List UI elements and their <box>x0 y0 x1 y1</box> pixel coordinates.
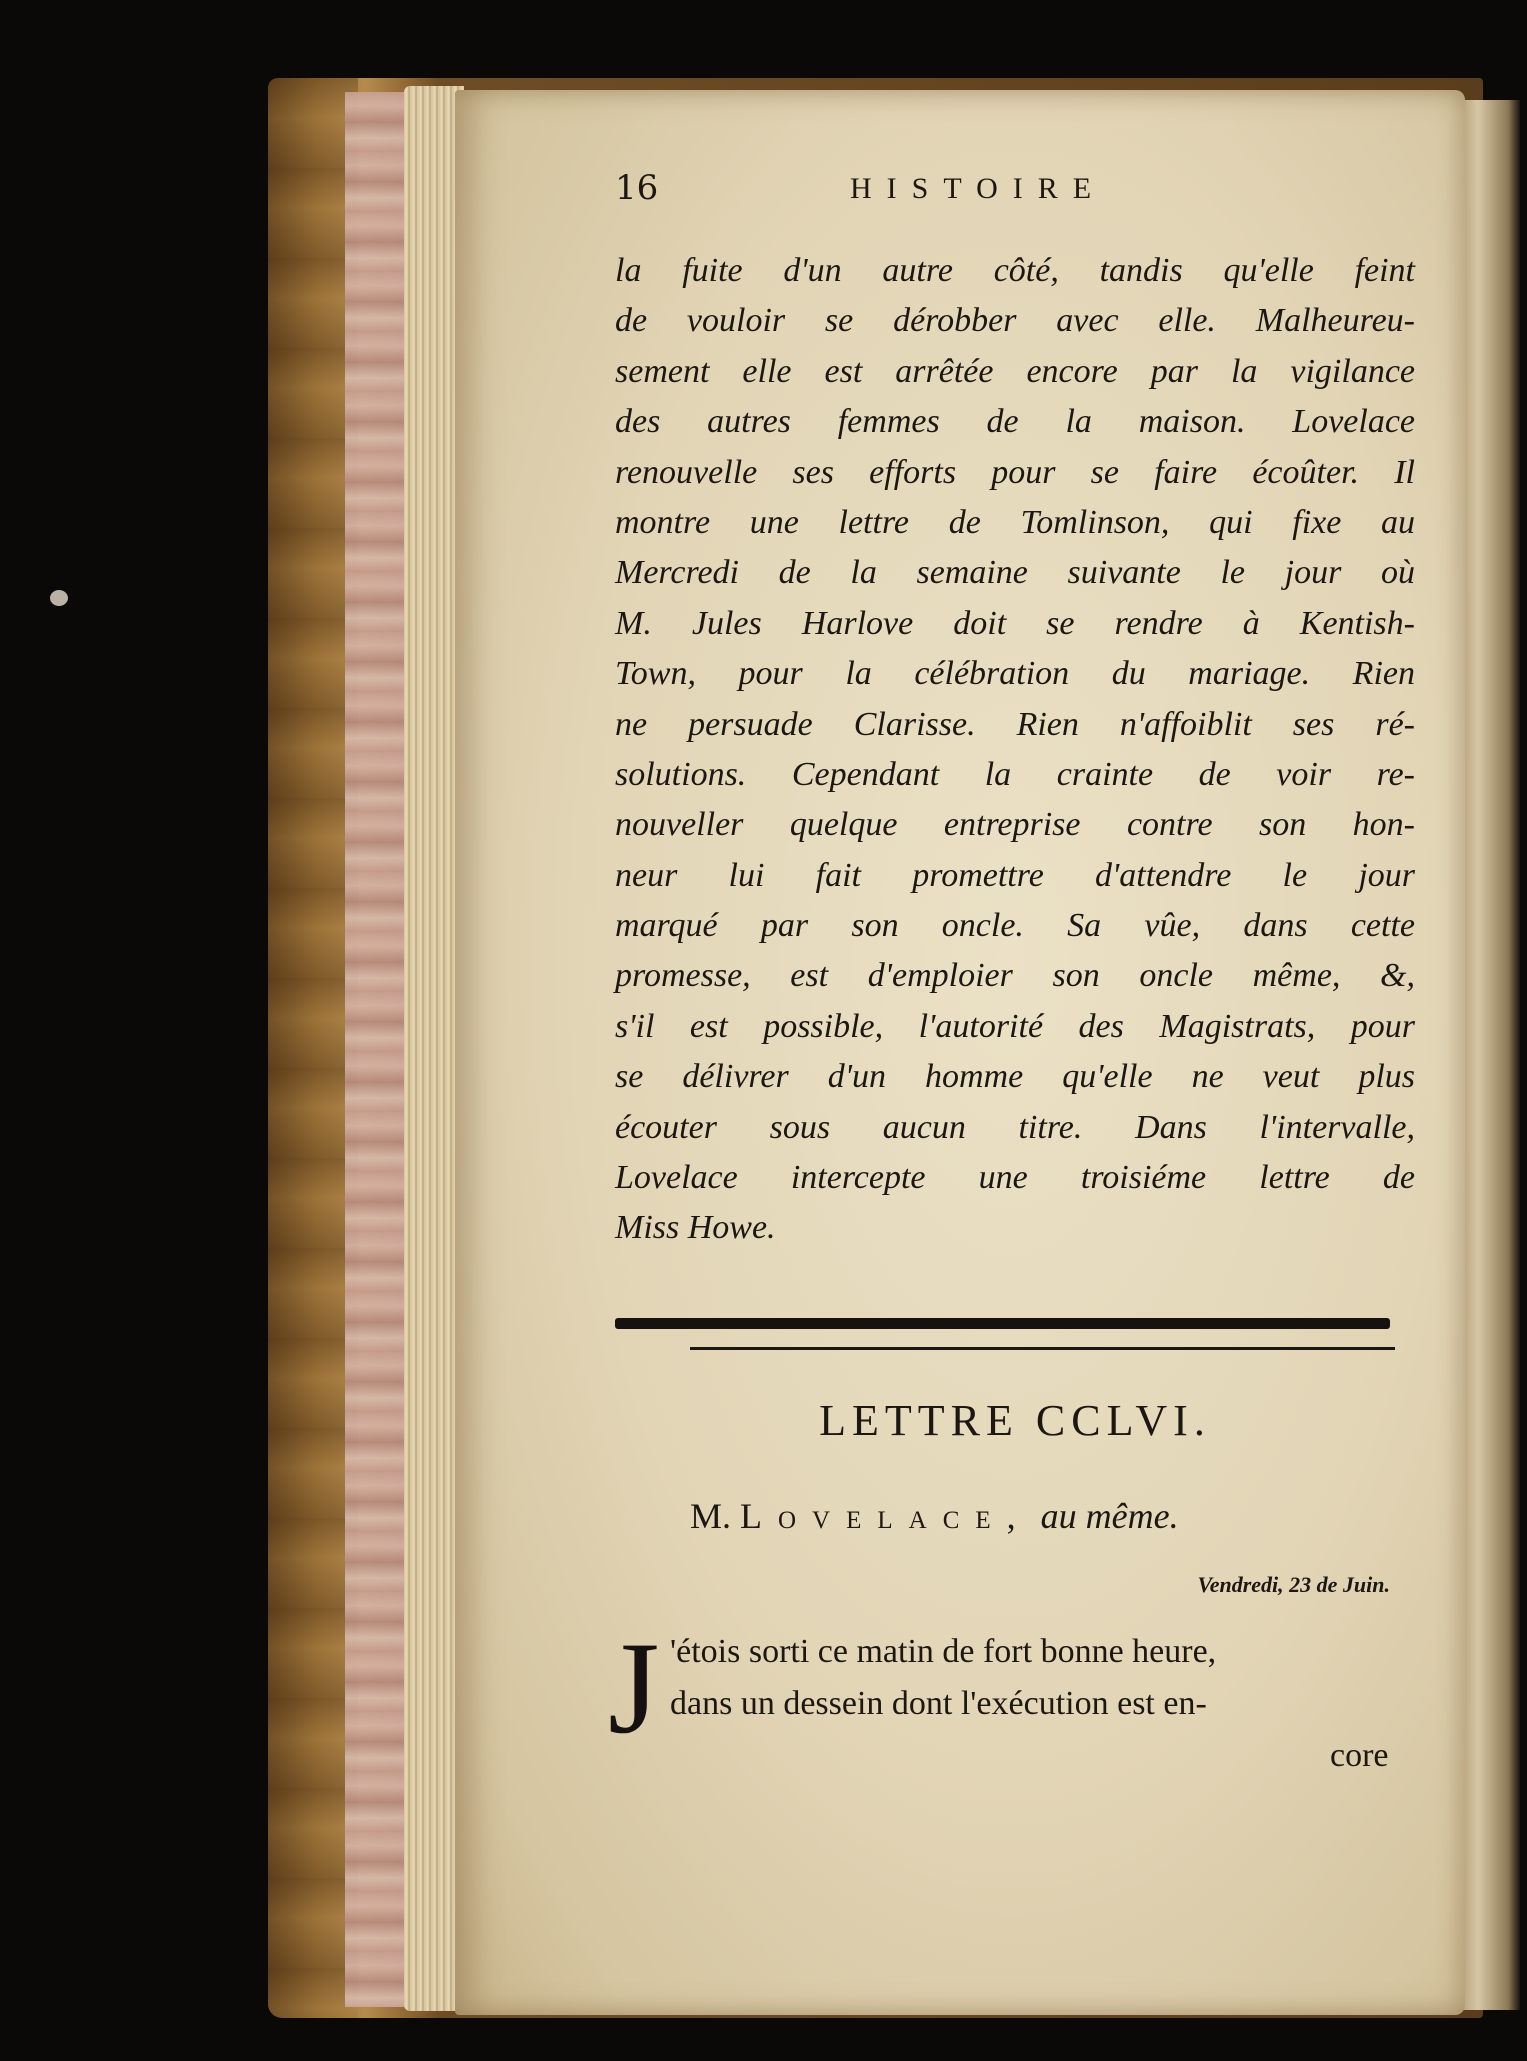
text-line: sement elle est arrêtée encore par la vigilance <box>615 352 1415 390</box>
drop-cap: J <box>608 1614 660 1761</box>
text-line: Lovelace intercepte une troisiéme lettre de <box>615 1159 1415 1197</box>
text-line: M. Jules Harlove doit se rendre à Kentish- <box>615 604 1415 642</box>
salutation-prefix: M. <box>690 1496 732 1536</box>
letter-line-1: 'étois sorti ce matin de fort bonne heure, <box>670 1633 1217 1670</box>
letter-line-2: dans un dessein dont l'exécution est en- <box>670 1685 1207 1722</box>
text-line: se délivrer d'un homme qu'elle ne veut plus <box>615 1058 1415 1096</box>
text-line: neur lui fait promettre d'attendre le jour <box>615 856 1415 894</box>
body-paragraph <box>615 246 1415 1254</box>
page-number: 16 <box>615 168 659 208</box>
text-line: promesse, est d'emploier son oncle même, &, <box>615 957 1415 995</box>
section-rule-thick <box>615 1318 1390 1329</box>
text-line: Miss Howe. <box>615 1209 776 1247</box>
letter-salutation <box>690 1495 1410 1537</box>
text-line: nouveller quelque entreprise contre son hon- <box>615 806 1415 844</box>
text-line: la fuite d'un autre côté, tandis qu'elle feint <box>615 252 1415 289</box>
facing-page-edge <box>1460 100 1520 2010</box>
text-line: marqué par son oncle. Sa vûe, dans cette <box>615 907 1415 945</box>
text-line: renouvelle ses efforts pour se faire écoûter. Il <box>615 453 1415 491</box>
salutation-name: Lovelace, <box>740 1496 1032 1536</box>
speck <box>50 590 68 606</box>
text-line: solutions. Cependant la crainte de voir re- <box>615 755 1415 793</box>
letter-dateline: Vendredi, 23 de Juin. <box>1197 1572 1390 1597</box>
text-line: ne persuade Clarisse. Rien n'affoiblit ses ré- <box>615 705 1415 743</box>
text-line: Mercredi de la semaine suivante le jour où <box>615 554 1415 592</box>
text-line: des autres femmes de la maison. Lovelace <box>615 403 1415 441</box>
page-header <box>615 168 1415 218</box>
section-rule-thin <box>690 1347 1395 1350</box>
text-line: montre une lettre de Tomlinson, qui fixe au <box>615 503 1415 541</box>
letter-title: LETTRE CCLVI. <box>819 1396 1211 1445</box>
running-head: HISTOIRE <box>850 172 1107 205</box>
text-line: Town, pour la célébration du mariage. Rien <box>615 655 1415 693</box>
text-line: de vouloir se dérobber avec elle. Malheureu- <box>615 302 1415 340</box>
text-line: s'il est possible, l'autorité des Magistrats, pour <box>615 1007 1415 1045</box>
page-edges-red <box>345 92 407 2007</box>
text-line: écouter sous aucun titre. Dans l'intervalle, <box>615 1108 1415 1146</box>
catchword: core <box>1330 1737 1389 1774</box>
salutation-suffix: au même. <box>1040 1496 1179 1536</box>
